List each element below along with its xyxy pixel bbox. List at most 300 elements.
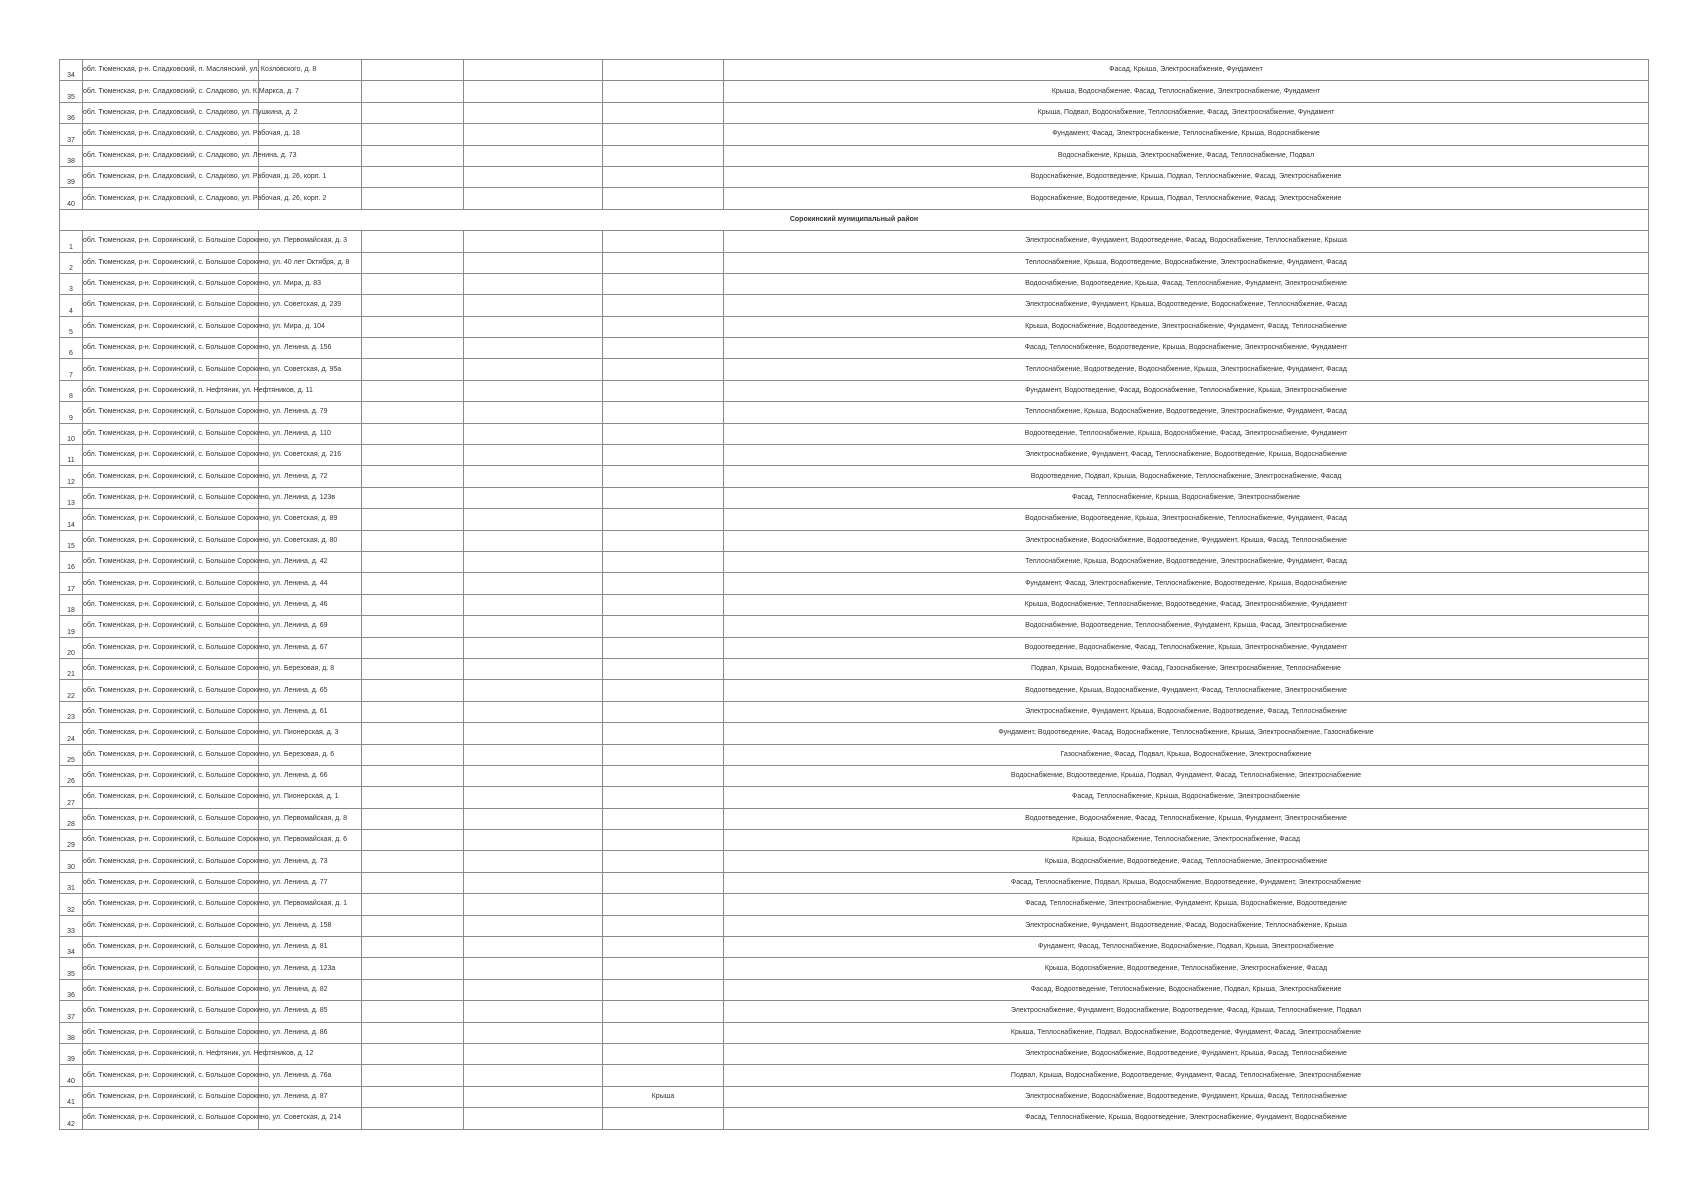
empty-cell xyxy=(464,787,603,808)
address-cell: обл. Тюменская, р-н. Сорокинский, с. Большое Сорокино, ул. Мира, д. 83 xyxy=(83,273,259,294)
row-number: 29 xyxy=(60,830,83,851)
empty-cell xyxy=(362,466,464,487)
empty-cell xyxy=(464,872,603,893)
address-cell: обл. Тюменская, р-н. Сорокинский, с. Большое Сорокино, ул. Ленина, д. 79 xyxy=(83,402,259,423)
table-row xyxy=(60,102,1649,123)
empty-cell xyxy=(464,1001,603,1022)
works-list-cell: Электроснабжение, Фундамент, Крыша, Водоснабжение, Водоотведение, Фасад, Теплоснабжение xyxy=(724,701,1649,722)
empty-cell xyxy=(464,487,603,508)
planned-work-cell xyxy=(603,680,724,701)
works-list-cell: Фундамент, Фасад, Электроснабжение, Теплоснабжение, Водоотведение, Крыша, Водоснабжение xyxy=(724,573,1649,594)
table-row xyxy=(60,765,1649,786)
row-number: 28 xyxy=(60,808,83,829)
works-list-cell: Электроснабжение, Фундамент, Водоотведение, Фасад, Водоснабжение, Теплоснабжение, Крыша xyxy=(724,231,1649,252)
planned-work-cell xyxy=(603,658,724,679)
empty-cell xyxy=(464,979,603,1000)
table-row xyxy=(60,445,1649,466)
row-number: 41 xyxy=(60,1086,83,1107)
works-list-cell: Фасад, Теплоснабжение, Крыша, Водоотведение, Электроснабжение, Фундамент, Водоснабжение xyxy=(724,1108,1649,1129)
empty-cell xyxy=(464,808,603,829)
table-row xyxy=(60,658,1649,679)
section-header-row xyxy=(60,209,1649,230)
housing-repair-table xyxy=(59,59,1649,1130)
empty-cell xyxy=(362,937,464,958)
works-list-cell: Крыша, Водоснабжение, Водоотведение, Электроснабжение, Фундамент, Фасад, Теплоснабжение xyxy=(724,316,1649,337)
address-cell: обл. Тюменская, р-н. Сорокинский, с. Большое Сорокино, ул. Советская, д. 216 xyxy=(83,445,259,466)
planned-work-cell xyxy=(603,466,724,487)
table-row xyxy=(60,937,1649,958)
address-cell: обл. Тюменская, р-н. Сорокинский, с. Большое Сорокино, ул. Ленина, д. 72 xyxy=(83,466,259,487)
empty-cell xyxy=(464,1043,603,1064)
row-number: 10 xyxy=(60,423,83,444)
table-row xyxy=(60,1043,1649,1064)
empty-cell xyxy=(362,830,464,851)
planned-work-cell xyxy=(603,551,724,572)
table-row xyxy=(60,680,1649,701)
address-cell: обл. Тюменская, р-н. Сорокинский, с. Большое Сорокино, ул. Ленина, д. 67 xyxy=(83,637,259,658)
table-row xyxy=(60,787,1649,808)
empty-cell xyxy=(362,487,464,508)
empty-cell xyxy=(464,466,603,487)
works-list-cell: Крыша, Подвал, Водоснабжение, Теплоснабжение, Фасад, Электроснабжение, Фундамент xyxy=(724,102,1649,123)
table-row xyxy=(60,1086,1649,1107)
address-cell: обл. Тюменская, р-н. Сорокинский, с. Большое Сорокино, ул. Ленина, д. 46 xyxy=(83,594,259,615)
empty-cell xyxy=(362,851,464,872)
row-number: 33 xyxy=(60,915,83,936)
table-row xyxy=(60,124,1649,145)
row-number: 34 xyxy=(60,937,83,958)
empty-cell xyxy=(362,551,464,572)
works-list-cell: Электроснабжение, Водоснабжение, Водоотведение, Фундамент, Крыша, Фасад, Теплоснабжение xyxy=(724,1043,1649,1064)
address-cell: обл. Тюменская, р-н. Сорокинский, с. Большое Сорокино, ул. Ленина, д. 156 xyxy=(83,338,259,359)
address-cell: обл. Тюменская, р-н. Сорокинский, с. Большое Сорокино, ул. Ленина, д. 42 xyxy=(83,551,259,572)
table-row xyxy=(60,701,1649,722)
address-cell: обл. Тюменская, р-н. Сорокинский, с. Большое Сорокино, ул. Ленина, д. 61 xyxy=(83,701,259,722)
table-row xyxy=(60,273,1649,294)
empty-cell xyxy=(464,145,603,166)
empty-cell xyxy=(464,509,603,530)
planned-work-cell xyxy=(603,487,724,508)
table-row xyxy=(60,316,1649,337)
row-number: 6 xyxy=(60,338,83,359)
empty-cell xyxy=(464,765,603,786)
empty-cell xyxy=(464,252,603,273)
planned-work-cell xyxy=(603,359,724,380)
planned-work-cell xyxy=(603,808,724,829)
table-row xyxy=(60,830,1649,851)
row-number: 21 xyxy=(60,658,83,679)
works-list-cell: Подвал, Крыша, Водоснабжение, Фасад, Газоснабжение, Электроснабжение, Теплоснабжение xyxy=(724,658,1649,679)
empty-cell xyxy=(362,124,464,145)
planned-work-cell xyxy=(603,616,724,637)
row-number: 35 xyxy=(60,81,83,102)
empty-cell xyxy=(362,808,464,829)
empty-cell xyxy=(362,637,464,658)
planned-work-cell xyxy=(603,573,724,594)
row-number: 36 xyxy=(60,102,83,123)
empty-cell xyxy=(362,166,464,187)
works-list-cell: Водоснабжение, Водоотведение, Крыша, Электроснабжение, Теплоснабжение, Фундамент, Фасад xyxy=(724,509,1649,530)
planned-work-cell xyxy=(603,273,724,294)
works-list-cell: Газоснабжение, Фасад, Подвал, Крыша, Водоснабжение, Электроснабжение xyxy=(724,744,1649,765)
empty-cell xyxy=(362,979,464,1000)
planned-work-cell xyxy=(603,701,724,722)
empty-cell xyxy=(362,1043,464,1064)
table-row xyxy=(60,1022,1649,1043)
address-cell: обл. Тюменская, р-н. Сорокинский, с. Большое Сорокино, ул. Советская, д. 214 xyxy=(83,1108,259,1129)
empty-cell xyxy=(362,81,464,102)
table-row xyxy=(60,338,1649,359)
address-cell: обл. Тюменская, р-н. Сорокинский, с. Большое Сорокино, ул. Березовая, д. 6 xyxy=(83,744,259,765)
table-row xyxy=(60,166,1649,187)
planned-work-cell xyxy=(603,402,724,423)
row-number: 22 xyxy=(60,680,83,701)
works-list-cell: Фасад, Теплоснабжение, Крыша, Водоснабжение, Электроснабжение xyxy=(724,787,1649,808)
works-list-cell: Подвал, Крыша, Водоснабжение, Водоотведение, Фундамент, Фасад, Теплоснабжение, Электроснабжение xyxy=(724,1065,1649,1086)
address-cell: обл. Тюменская, р-н. Сорокинский, с. Большое Сорокино, ул. Ленина, д. 85 xyxy=(83,1001,259,1022)
row-number: 35 xyxy=(60,958,83,979)
row-number: 15 xyxy=(60,530,83,551)
empty-cell xyxy=(464,295,603,316)
planned-work-cell xyxy=(603,231,724,252)
table-row xyxy=(60,81,1649,102)
empty-cell xyxy=(464,102,603,123)
planned-work-cell xyxy=(603,765,724,786)
empty-cell xyxy=(362,273,464,294)
table-row xyxy=(60,915,1649,936)
section-header: Сорокинский муниципальный район xyxy=(60,209,1649,230)
table-row xyxy=(60,616,1649,637)
planned-work-cell xyxy=(603,445,724,466)
empty-cell xyxy=(464,423,603,444)
works-list-cell: Крыша, Водоснабжение, Водоотведение, Фасад, Теплоснабжение, Электроснабжение xyxy=(724,851,1649,872)
table-row xyxy=(60,402,1649,423)
planned-work-cell xyxy=(603,744,724,765)
empty-cell xyxy=(464,445,603,466)
empty-cell xyxy=(464,530,603,551)
empty-cell xyxy=(362,1065,464,1086)
empty-cell xyxy=(464,744,603,765)
empty-cell xyxy=(362,231,464,252)
empty-cell xyxy=(464,573,603,594)
planned-work-cell xyxy=(603,958,724,979)
address-cell: обл. Тюменская, р-н. Сладковский, п. Маслянский, ул. Козловского, д. 8 xyxy=(83,60,259,81)
table-row xyxy=(60,594,1649,615)
address-cell: обл. Тюменская, р-н. Сорокинский, с. Большое Сорокино, ул. Ленина, д. 73 xyxy=(83,851,259,872)
address-cell: обл. Тюменская, р-н. Сладковский, с. Сладково, ул. Ленина, д. 73 xyxy=(83,145,259,166)
table-row xyxy=(60,380,1649,401)
empty-cell xyxy=(362,380,464,401)
row-number: 38 xyxy=(60,1022,83,1043)
row-number: 38 xyxy=(60,145,83,166)
address-cell: обл. Тюменская, р-н. Сорокинский, с. Большое Сорокино, ул. Советская, д. 89 xyxy=(83,509,259,530)
table-row xyxy=(60,979,1649,1000)
table-row xyxy=(60,530,1649,551)
table-row xyxy=(60,808,1649,829)
empty-cell xyxy=(464,551,603,572)
planned-work-cell xyxy=(603,60,724,81)
address-cell: обл. Тюменская, р-н. Сорокинский, с. Большое Сорокино, ул. Пионерская, д. 3 xyxy=(83,723,259,744)
row-number: 27 xyxy=(60,787,83,808)
empty-cell xyxy=(362,402,464,423)
table-row xyxy=(60,573,1649,594)
planned-work-cell xyxy=(603,830,724,851)
row-number: 1 xyxy=(60,231,83,252)
address-cell: обл. Тюменская, р-н. Сорокинский, с. Большое Сорокино, ул. Первомайская, д. 3 xyxy=(83,231,259,252)
empty-cell xyxy=(464,316,603,337)
empty-cell xyxy=(362,894,464,915)
row-number: 39 xyxy=(60,166,83,187)
empty-cell xyxy=(362,530,464,551)
row-number: 34 xyxy=(60,60,83,81)
planned-work-cell xyxy=(603,1065,724,1086)
table-row xyxy=(60,295,1649,316)
planned-work-cell xyxy=(603,1022,724,1043)
works-list-cell: Фасад, Крыша, Электроснабжение, Фундамент xyxy=(724,60,1649,81)
address-cell: обл. Тюменская, р-н. Сорокинский, с. Большое Сорокино, ул. Ленина, д. 44 xyxy=(83,573,259,594)
address-cell: обл. Тюменская, р-н. Сладковский, с. Сладково, ул. К.Маркса, д. 7 xyxy=(83,81,259,102)
empty-cell xyxy=(362,509,464,530)
empty-cell xyxy=(362,958,464,979)
empty-cell xyxy=(464,81,603,102)
table-row xyxy=(60,359,1649,380)
address-cell: обл. Тюменская, р-н. Сладковский, с. Сладково, ул. Рабочая, д. 26, корп. 1 xyxy=(83,166,259,187)
row-number: 16 xyxy=(60,551,83,572)
planned-work-cell xyxy=(603,124,724,145)
planned-work-cell xyxy=(603,637,724,658)
address-cell: обл. Тюменская, р-н. Сорокинский, с. Большое Сорокино, ул. Ленина, д. 69 xyxy=(83,616,259,637)
planned-work-cell xyxy=(603,594,724,615)
empty-cell xyxy=(464,915,603,936)
works-list-cell: Теплоснабжение, Крыша, Водоснабжение, Водоотведение, Электроснабжение, Фундамент, Фасад xyxy=(724,402,1649,423)
planned-work-cell xyxy=(603,894,724,915)
planned-work-cell xyxy=(603,380,724,401)
empty-cell xyxy=(362,723,464,744)
planned-work-cell: Крыша xyxy=(603,1086,724,1107)
table-row xyxy=(60,188,1649,209)
row-number: 14 xyxy=(60,509,83,530)
planned-work-cell xyxy=(603,851,724,872)
empty-cell xyxy=(464,166,603,187)
address-cell: обл. Тюменская, р-н. Сорокинский, с. Большое Сорокино, ул. Первомайская, д. 1 xyxy=(83,894,259,915)
row-number: 37 xyxy=(60,1001,83,1022)
address-cell: обл. Тюменская, р-н. Сорокинский, с. Большое Сорокино, ул. Советская, д. 239 xyxy=(83,295,259,316)
table-row xyxy=(60,744,1649,765)
address-cell: обл. Тюменская, р-н. Сорокинский, с. Большое Сорокино, ул. Первомайская, д. 8 xyxy=(83,808,259,829)
works-list-cell: Электроснабжение, Фундамент, Крыша, Водоотведение, Водоснабжение, Теплоснабжение, Фасад xyxy=(724,295,1649,316)
empty-cell xyxy=(464,231,603,252)
table-row xyxy=(60,723,1649,744)
row-number: 42 xyxy=(60,1108,83,1129)
address-cell: обл. Тюменская, р-н. Сорокинский, с. Большое Сорокино, ул. Ленина, д. 66 xyxy=(83,765,259,786)
works-list-cell: Водоснабжение, Водоотведение, Крыша, Подвал, Теплоснабжение, Фасад, Электроснабжение xyxy=(724,166,1649,187)
row-number: 36 xyxy=(60,979,83,1000)
address-cell: обл. Тюменская, р-н. Сорокинский, с. Большое Сорокино, ул. Ленина, д. 158 xyxy=(83,915,259,936)
works-list-cell: Фасад, Теплоснабжение, Водоотведение, Крыша, Водоснабжение, Электроснабжение, Фундамент xyxy=(724,338,1649,359)
planned-work-cell xyxy=(603,188,724,209)
planned-work-cell xyxy=(603,1043,724,1064)
works-list-cell: Водоснабжение, Водоотведение, Крыша, Подвал, Теплоснабжение, Фасад, Электроснабжение xyxy=(724,188,1649,209)
empty-cell xyxy=(464,380,603,401)
works-list-cell: Электроснабжение, Фундамент, Водоотведение, Фасад, Водоснабжение, Теплоснабжение, Крыша xyxy=(724,915,1649,936)
row-number: 39 xyxy=(60,1043,83,1064)
empty-cell xyxy=(464,616,603,637)
works-list-cell: Водоотведение, Подвал, Крыша, Водоснабжение, Теплоснабжение, Электроснабжение, Фасад xyxy=(724,466,1649,487)
row-number: 4 xyxy=(60,295,83,316)
planned-work-cell xyxy=(603,872,724,893)
works-list-cell: Крыша, Теплоснабжение, Подвал, Водоснабжение, Водоотведение, Фундамент, Фасад, Электроснабжение xyxy=(724,1022,1649,1043)
row-number: 11 xyxy=(60,445,83,466)
works-list-cell: Электроснабжение, Водоснабжение, Водоотведение, Фундамент, Крыша, Фасад, Теплоснабжение xyxy=(724,1086,1649,1107)
table-row xyxy=(60,958,1649,979)
planned-work-cell xyxy=(603,295,724,316)
address-cell: обл. Тюменская, р-н. Сорокинский, с. Большое Сорокино, ул. Ленина, д. 110 xyxy=(83,423,259,444)
row-number: 8 xyxy=(60,380,83,401)
address-cell: обл. Тюменская, р-н. Сорокинский, с. Большое Сорокино, ул. Ленина, д. 76а xyxy=(83,1065,259,1086)
empty-cell xyxy=(362,872,464,893)
table-row xyxy=(60,466,1649,487)
table-row xyxy=(60,252,1649,273)
planned-work-cell xyxy=(603,102,724,123)
table-row xyxy=(60,1065,1649,1086)
empty-cell xyxy=(362,915,464,936)
empty-cell xyxy=(362,445,464,466)
row-number: 3 xyxy=(60,273,83,294)
works-list-cell: Фасад, Водоотведение, Теплоснабжение, Водоснабжение, Подвал, Крыша, Электроснабжение xyxy=(724,979,1649,1000)
empty-cell xyxy=(464,830,603,851)
works-list-cell: Фасад, Теплоснабжение, Крыша, Водоснабжение, Электроснабжение xyxy=(724,487,1649,508)
works-list-cell: Электроснабжение, Фундамент, Фасад, Теплоснабжение, Водоотведение, Крыша, Водоснабжение xyxy=(724,445,1649,466)
planned-work-cell xyxy=(603,979,724,1000)
table-row xyxy=(60,637,1649,658)
planned-work-cell xyxy=(603,166,724,187)
empty-cell xyxy=(362,616,464,637)
address-cell: обл. Тюменская, р-н. Сорокинский, с. Большое Сорокино, ул. Ленина, д. 65 xyxy=(83,680,259,701)
works-list-cell: Крыша, Водоснабжение, Фасад, Теплоснабжение, Электроснабжение, Фундамент xyxy=(724,81,1649,102)
table-row xyxy=(60,872,1649,893)
table-row xyxy=(60,145,1649,166)
empty-cell xyxy=(362,423,464,444)
planned-work-cell xyxy=(603,316,724,337)
empty-cell xyxy=(362,1001,464,1022)
register-sheet xyxy=(59,59,1648,1130)
empty-cell xyxy=(362,701,464,722)
table-row xyxy=(60,551,1649,572)
address-cell: обл. Тюменская, р-н. Сорокинский, с. Большое Сорокино, ул. Ленина, д. 123в xyxy=(83,487,259,508)
row-number: 2 xyxy=(60,252,83,273)
row-number: 40 xyxy=(60,1065,83,1086)
planned-work-cell xyxy=(603,787,724,808)
address-cell: обл. Тюменская, р-н. Сорокинский, с. Большое Сорокино, ул. Ленина, д. 81 xyxy=(83,937,259,958)
row-number: 32 xyxy=(60,894,83,915)
address-cell: обл. Тюменская, р-н. Сорокинский, с. Большое Сорокино, ул. Первомайская, д. 6 xyxy=(83,830,259,851)
planned-work-cell xyxy=(603,1001,724,1022)
works-list-cell: Крыша, Водоснабжение, Теплоснабжение, Водоотведение, Фасад, Электроснабжение, Фундамент xyxy=(724,594,1649,615)
empty-cell xyxy=(464,1022,603,1043)
address-cell: обл. Тюменская, р-н. Сорокинский, с. Большое Сорокино, ул. Ленина, д. 82 xyxy=(83,979,259,1000)
works-list-cell: Водоснабжение, Водоотведение, Теплоснабжение, Фундамент, Крыша, Фасад, Электроснабжение xyxy=(724,616,1649,637)
empty-cell xyxy=(464,402,603,423)
empty-cell xyxy=(362,1022,464,1043)
address-cell: обл. Тюменская, р-н. Сорокинский, с. Большое Сорокино, ул. Пионерская, д. 1 xyxy=(83,787,259,808)
planned-work-cell xyxy=(603,423,724,444)
works-list-cell: Крыша, Водоснабжение, Теплоснабжение, Электроснабжение, Фасад xyxy=(724,830,1649,851)
empty-cell xyxy=(362,338,464,359)
table-row xyxy=(60,487,1649,508)
works-list-cell: Фундамент, Фасад, Теплоснабжение, Водоснабжение, Подвал, Крыша, Электроснабжение xyxy=(724,937,1649,958)
empty-cell xyxy=(362,744,464,765)
table-row xyxy=(60,1001,1649,1022)
works-list-cell: Фундамент, Фасад, Электроснабжение, Теплоснабжение, Крыша, Водоснабжение xyxy=(724,124,1649,145)
works-list-cell: Водоснабжение, Водоотведение, Крыша, Подвал, Фундамент, Фасад, Теплоснабжение, Электроснабжение xyxy=(724,765,1649,786)
empty-cell xyxy=(362,594,464,615)
table-body xyxy=(60,60,1649,1130)
empty-cell xyxy=(464,273,603,294)
table-row xyxy=(60,509,1649,530)
row-number: 23 xyxy=(60,701,83,722)
planned-work-cell xyxy=(603,530,724,551)
address-cell: обл. Тюменская, р-н. Сорокинский, п. Нефтяник, ул. Нефтяников, д. 11 xyxy=(83,380,259,401)
address-cell: обл. Тюменская, р-н. Сорокинский, с. Большое Сорокино, ул. Ленина, д. 77 xyxy=(83,872,259,893)
works-list-cell: Крыша, Водоснабжение, Водоотведение, Теплоснабжение, Электроснабжение, Фасад xyxy=(724,958,1649,979)
empty-cell xyxy=(362,188,464,209)
works-list-cell: Теплоснабжение, Водоотведение, Водоснабжение, Крыша, Электроснабжение, Фундамент, Фасад xyxy=(724,359,1649,380)
empty-cell xyxy=(362,765,464,786)
works-list-cell: Водоснабжение, Крыша, Электроснабжение, Фасад, Теплоснабжение, Подвал xyxy=(724,145,1649,166)
empty-cell xyxy=(464,60,603,81)
works-list-cell: Фасад, Теплоснабжение, Электроснабжение, Фундамент, Крыша, Водоснабжение, Водоотведение xyxy=(724,894,1649,915)
empty-cell xyxy=(362,295,464,316)
planned-work-cell xyxy=(603,338,724,359)
row-number: 37 xyxy=(60,124,83,145)
address-cell: обл. Тюменская, р-н. Сорокинский, с. Большое Сорокино, ул. Ленина, д. 87 xyxy=(83,1086,259,1107)
empty-cell xyxy=(362,102,464,123)
works-list-cell: Водоотведение, Водоснабжение, Фасад, Теплоснабжение, Крыша, Фундамент, Электроснабжение xyxy=(724,808,1649,829)
row-number: 30 xyxy=(60,851,83,872)
row-number: 31 xyxy=(60,872,83,893)
planned-work-cell xyxy=(603,145,724,166)
row-number: 24 xyxy=(60,723,83,744)
planned-work-cell xyxy=(603,937,724,958)
works-list-cell: Фундамент, Водоотведение, Фасад, Водоснабжение, Теплоснабжение, Крыша, Электроснабжение xyxy=(724,380,1649,401)
works-list-cell: Электроснабжение, Водоснабжение, Водоотведение, Фундамент, Крыша, Фасад, Теплоснабжение xyxy=(724,530,1649,551)
empty-cell xyxy=(464,723,603,744)
table-row xyxy=(60,1108,1649,1129)
empty-cell xyxy=(464,124,603,145)
works-list-cell: Фасад, Теплоснабжение, Подвал, Крыша, Водоснабжение, Водоотведение, Фундамент, Электроснабжение xyxy=(724,872,1649,893)
empty-cell xyxy=(362,145,464,166)
empty-cell xyxy=(362,573,464,594)
address-cell: обл. Тюменская, р-н. Сорокинский, п. Нефтяник, ул. Нефтяников, д. 12 xyxy=(83,1043,259,1064)
works-list-cell: Водоотведение, Теплоснабжение, Крыша, Водоснабжение, Фасад, Электроснабжение, Фундамент xyxy=(724,423,1649,444)
empty-cell xyxy=(362,680,464,701)
address-cell: обл. Тюменская, р-н. Сорокинский, с. Большое Сорокино, ул. Ленина, д. 123а xyxy=(83,958,259,979)
empty-cell xyxy=(362,1108,464,1129)
row-number: 13 xyxy=(60,487,83,508)
table-row xyxy=(60,60,1649,81)
row-number: 25 xyxy=(60,744,83,765)
planned-work-cell xyxy=(603,723,724,744)
planned-work-cell xyxy=(603,252,724,273)
row-number: 5 xyxy=(60,316,83,337)
row-number: 17 xyxy=(60,573,83,594)
table-row xyxy=(60,231,1649,252)
empty-cell xyxy=(464,338,603,359)
row-number: 12 xyxy=(60,466,83,487)
planned-work-cell xyxy=(603,81,724,102)
empty-cell xyxy=(464,701,603,722)
works-list-cell: Теплоснабжение, Крыша, Водоснабжение, Водоотведение, Электроснабжение, Фундамент, Фасад xyxy=(724,551,1649,572)
